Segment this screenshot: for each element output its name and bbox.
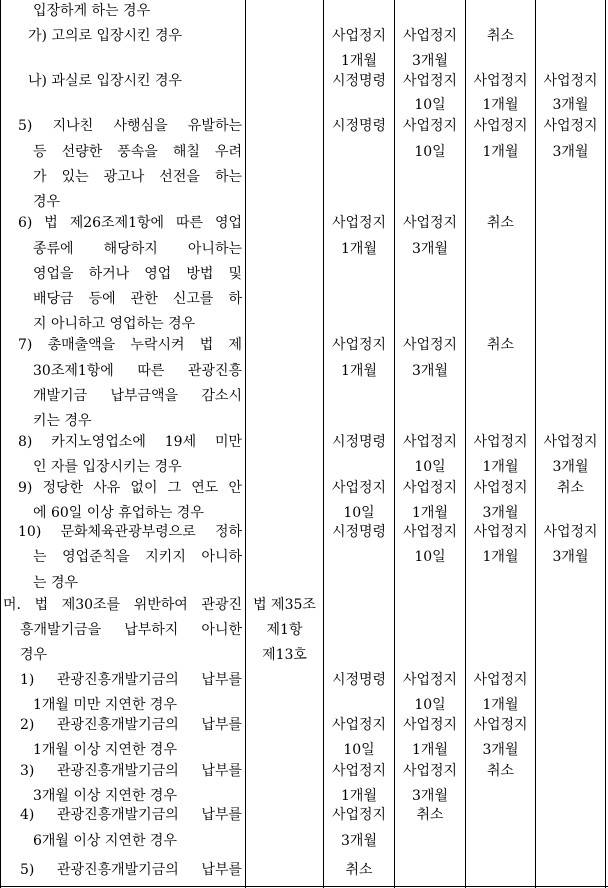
penalty-2nd-period: 3개월 <box>412 788 448 804</box>
penalty-2nd-period: 10일 <box>414 459 446 475</box>
violation-text: 4) 관광진흥개발기금의 납부를 <box>20 807 242 823</box>
penalty-2nd: 사업정지 <box>402 672 458 688</box>
penalty-1st: 시정명령 <box>331 434 387 450</box>
penalty-4th: 사업정지 <box>543 118 598 134</box>
penalty-1st: 시정명령 <box>331 524 387 540</box>
legal-basis: 제1항 <box>266 622 303 638</box>
violation-text: 7) 총매출액을 누락시켜 법 제 <box>18 337 242 353</box>
penalty-3rd: 사업정지 <box>473 480 528 496</box>
penalty-4th-period: 3개월 <box>552 459 589 475</box>
penalty-3rd: 사업정지 <box>473 434 528 450</box>
penalty-4th: 사업정지 <box>543 434 598 450</box>
violation-text: 나) 과실로 입장시킨 경우 <box>28 73 183 89</box>
penalty-2nd: 사업정지 <box>402 434 458 450</box>
penalty-3rd-period: 3개월 <box>482 742 519 758</box>
violation-text: 6) 법 제26조제1항에 따른 영업 <box>18 215 242 231</box>
violation-text: 1) 관광진흥개발기금의 납부를 <box>20 672 242 688</box>
penalty-3rd: 사업정지 <box>473 524 528 540</box>
penalty-4th-period: 3개월 <box>552 549 589 565</box>
penalty-2nd-period: 10일 <box>414 697 446 713</box>
violation-text: 에 60일 이상 휴업하는 경우 <box>33 505 204 521</box>
penalty-1st-period: 1개월 <box>341 363 377 379</box>
section-heading-text: 흥개발기금을 납부하지 아니한 <box>20 622 242 638</box>
legal-basis: 제13호 <box>262 647 307 663</box>
penalty-2nd: 사업정지 <box>402 480 458 496</box>
violation-text: 5) 지나친 사행심을 유발하는 <box>18 118 242 134</box>
penalty-3rd: 취소 <box>486 763 515 779</box>
penalty-2nd-period: 10일 <box>414 549 446 565</box>
violation-text: 입장하게 하는 경우 <box>33 3 151 19</box>
section-heading-text: 머. 법 제30조를 위반하여 관광진 <box>3 597 242 613</box>
penalty-3rd: 사업정지 <box>473 717 528 733</box>
violation-text: 10) 문화체육관광부령으로 정하 <box>18 524 242 540</box>
column-divider <box>245 0 246 888</box>
violation-text: 3) 관광진흥개발기금의 납부를 <box>20 763 242 779</box>
penalty-2nd-period: 3개월 <box>412 363 448 379</box>
violation-text: 인 자를 입장시키는 경우 <box>33 459 182 475</box>
penalty-3rd: 취소 <box>486 215 515 231</box>
penalty-1st: 사업정지 <box>331 480 387 496</box>
penalty-1st-period: 10일 <box>343 742 375 758</box>
penalty-4th: 취소 <box>556 480 585 496</box>
violation-text: 배당금 등에 관한 신고를 하 <box>33 291 242 307</box>
penalty-3rd-period: 1개월 <box>482 144 519 160</box>
penalty-4th-period: 3개월 <box>552 144 589 160</box>
penalty-4th-period: 3개월 <box>552 97 589 113</box>
penalty-2nd-period: 10일 <box>414 97 446 113</box>
penalty-3rd: 사업정지 <box>473 118 528 134</box>
violation-text: 개발기금 납부금액을 감소시 <box>33 388 242 404</box>
penalty-2nd-period: 1개월 <box>412 742 448 758</box>
penalty-1st-period: 3개월 <box>341 833 377 849</box>
violation-text: 2) 관광진흥개발기금의 납부를 <box>20 717 242 733</box>
violation-text: 등 선량한 풍속을 해칠 우려 <box>33 144 242 160</box>
penalty-2nd: 사업정지 <box>402 73 458 89</box>
table-border-left <box>0 0 1 888</box>
penalty-1st: 시정명령 <box>331 73 387 89</box>
penalty-3rd: 취소 <box>486 337 515 353</box>
table-border-right <box>605 0 606 888</box>
penalty-3rd-period: 1개월 <box>482 459 519 475</box>
penalty-4th: 사업정지 <box>543 524 598 540</box>
penalty-2nd-period: 10일 <box>414 144 446 160</box>
violation-text: 1개월 이상 지연한 경우 <box>33 742 177 758</box>
penalty-1st-period: 1개월 <box>341 788 377 804</box>
violation-text: 경우 <box>33 194 61 210</box>
section-heading-text: 경우 <box>20 647 48 663</box>
violation-text: 3개월 이상 지연한 경우 <box>33 788 177 804</box>
violation-text: 6개월 이상 지연한 경우 <box>33 833 177 849</box>
violation-text: 키는 경우 <box>33 413 92 429</box>
penalty-2nd: 취소 <box>416 807 444 823</box>
penalty-3rd-period: 3개월 <box>482 505 519 521</box>
penalty-2nd-period: 1개월 <box>412 505 448 521</box>
violation-text: 영업을 하거나 영업 방법 및 <box>33 266 242 282</box>
penalty-1st-period: 1개월 <box>341 241 377 257</box>
penalty-2nd: 사업정지 <box>402 215 458 231</box>
violation-text: 8) 카지노영업소에 19세 미만 <box>18 434 242 450</box>
violation-text: 9) 정당한 사유 없이 그 연도 안 <box>18 480 242 496</box>
violation-text: 종류에 해당하지 아니하는 <box>33 241 242 257</box>
penalty-2nd-period: 3개월 <box>412 241 448 257</box>
penalty-3rd-period: 1개월 <box>482 697 519 713</box>
penalty-1st: 시정명령 <box>331 118 387 134</box>
violation-text: 는 영업준칙을 지키지 아니하 <box>33 549 242 565</box>
violation-text: 1개월 미만 지연한 경우 <box>33 697 177 713</box>
penalty-2nd: 사업정지 <box>402 717 458 733</box>
legal-basis: 법 제35조 <box>253 597 316 613</box>
penalty-1st-period: 10일 <box>343 505 375 521</box>
violation-text: 가) 고의로 입장시킨 경우 <box>28 28 183 44</box>
penalty-3rd: 사업정지 <box>473 73 528 89</box>
table-border-bottom <box>0 886 608 887</box>
penalty-1st: 사업정지 <box>331 807 387 823</box>
penalty-2nd: 사업정지 <box>402 118 458 134</box>
penalty-2nd: 사업정지 <box>402 524 458 540</box>
violation-text: 는 경우 <box>33 575 79 591</box>
penalty-1st: 사업정지 <box>331 763 387 779</box>
penalty-1st: 사업정지 <box>331 337 387 353</box>
penalty-1st: 시정명령 <box>331 672 387 688</box>
penalty-2nd: 사업정지 <box>402 763 458 779</box>
violation-text: 지 아니하고 영업하는 경우 <box>33 316 196 332</box>
penalty-3rd: 취소 <box>486 28 515 44</box>
penalty-3rd: 사업정지 <box>473 672 528 688</box>
penalty-3rd-period: 1개월 <box>482 97 519 113</box>
penalty-2nd: 사업정지 <box>402 337 458 353</box>
penalty-3rd-period: 1개월 <box>482 549 519 565</box>
penalty-2nd: 사업정지 <box>402 28 458 44</box>
penalty-2nd-period: 3개월 <box>412 53 448 69</box>
violation-text: 5) 관광진흥개발기금의 납부를 <box>20 862 242 878</box>
penalty-1st: 취소 <box>345 862 373 878</box>
penalty-4th: 사업정지 <box>543 73 598 89</box>
penalty-1st-period: 1개월 <box>341 53 377 69</box>
violation-text: 30조제1항에 따른 관광진흥 <box>33 363 242 379</box>
violation-text: 가 있는 광고나 선전을 하는 <box>33 169 242 185</box>
penalty-1st: 사업정지 <box>331 28 387 44</box>
penalty-1st: 사업정지 <box>331 215 387 231</box>
penalty-1st: 사업정지 <box>331 717 387 733</box>
